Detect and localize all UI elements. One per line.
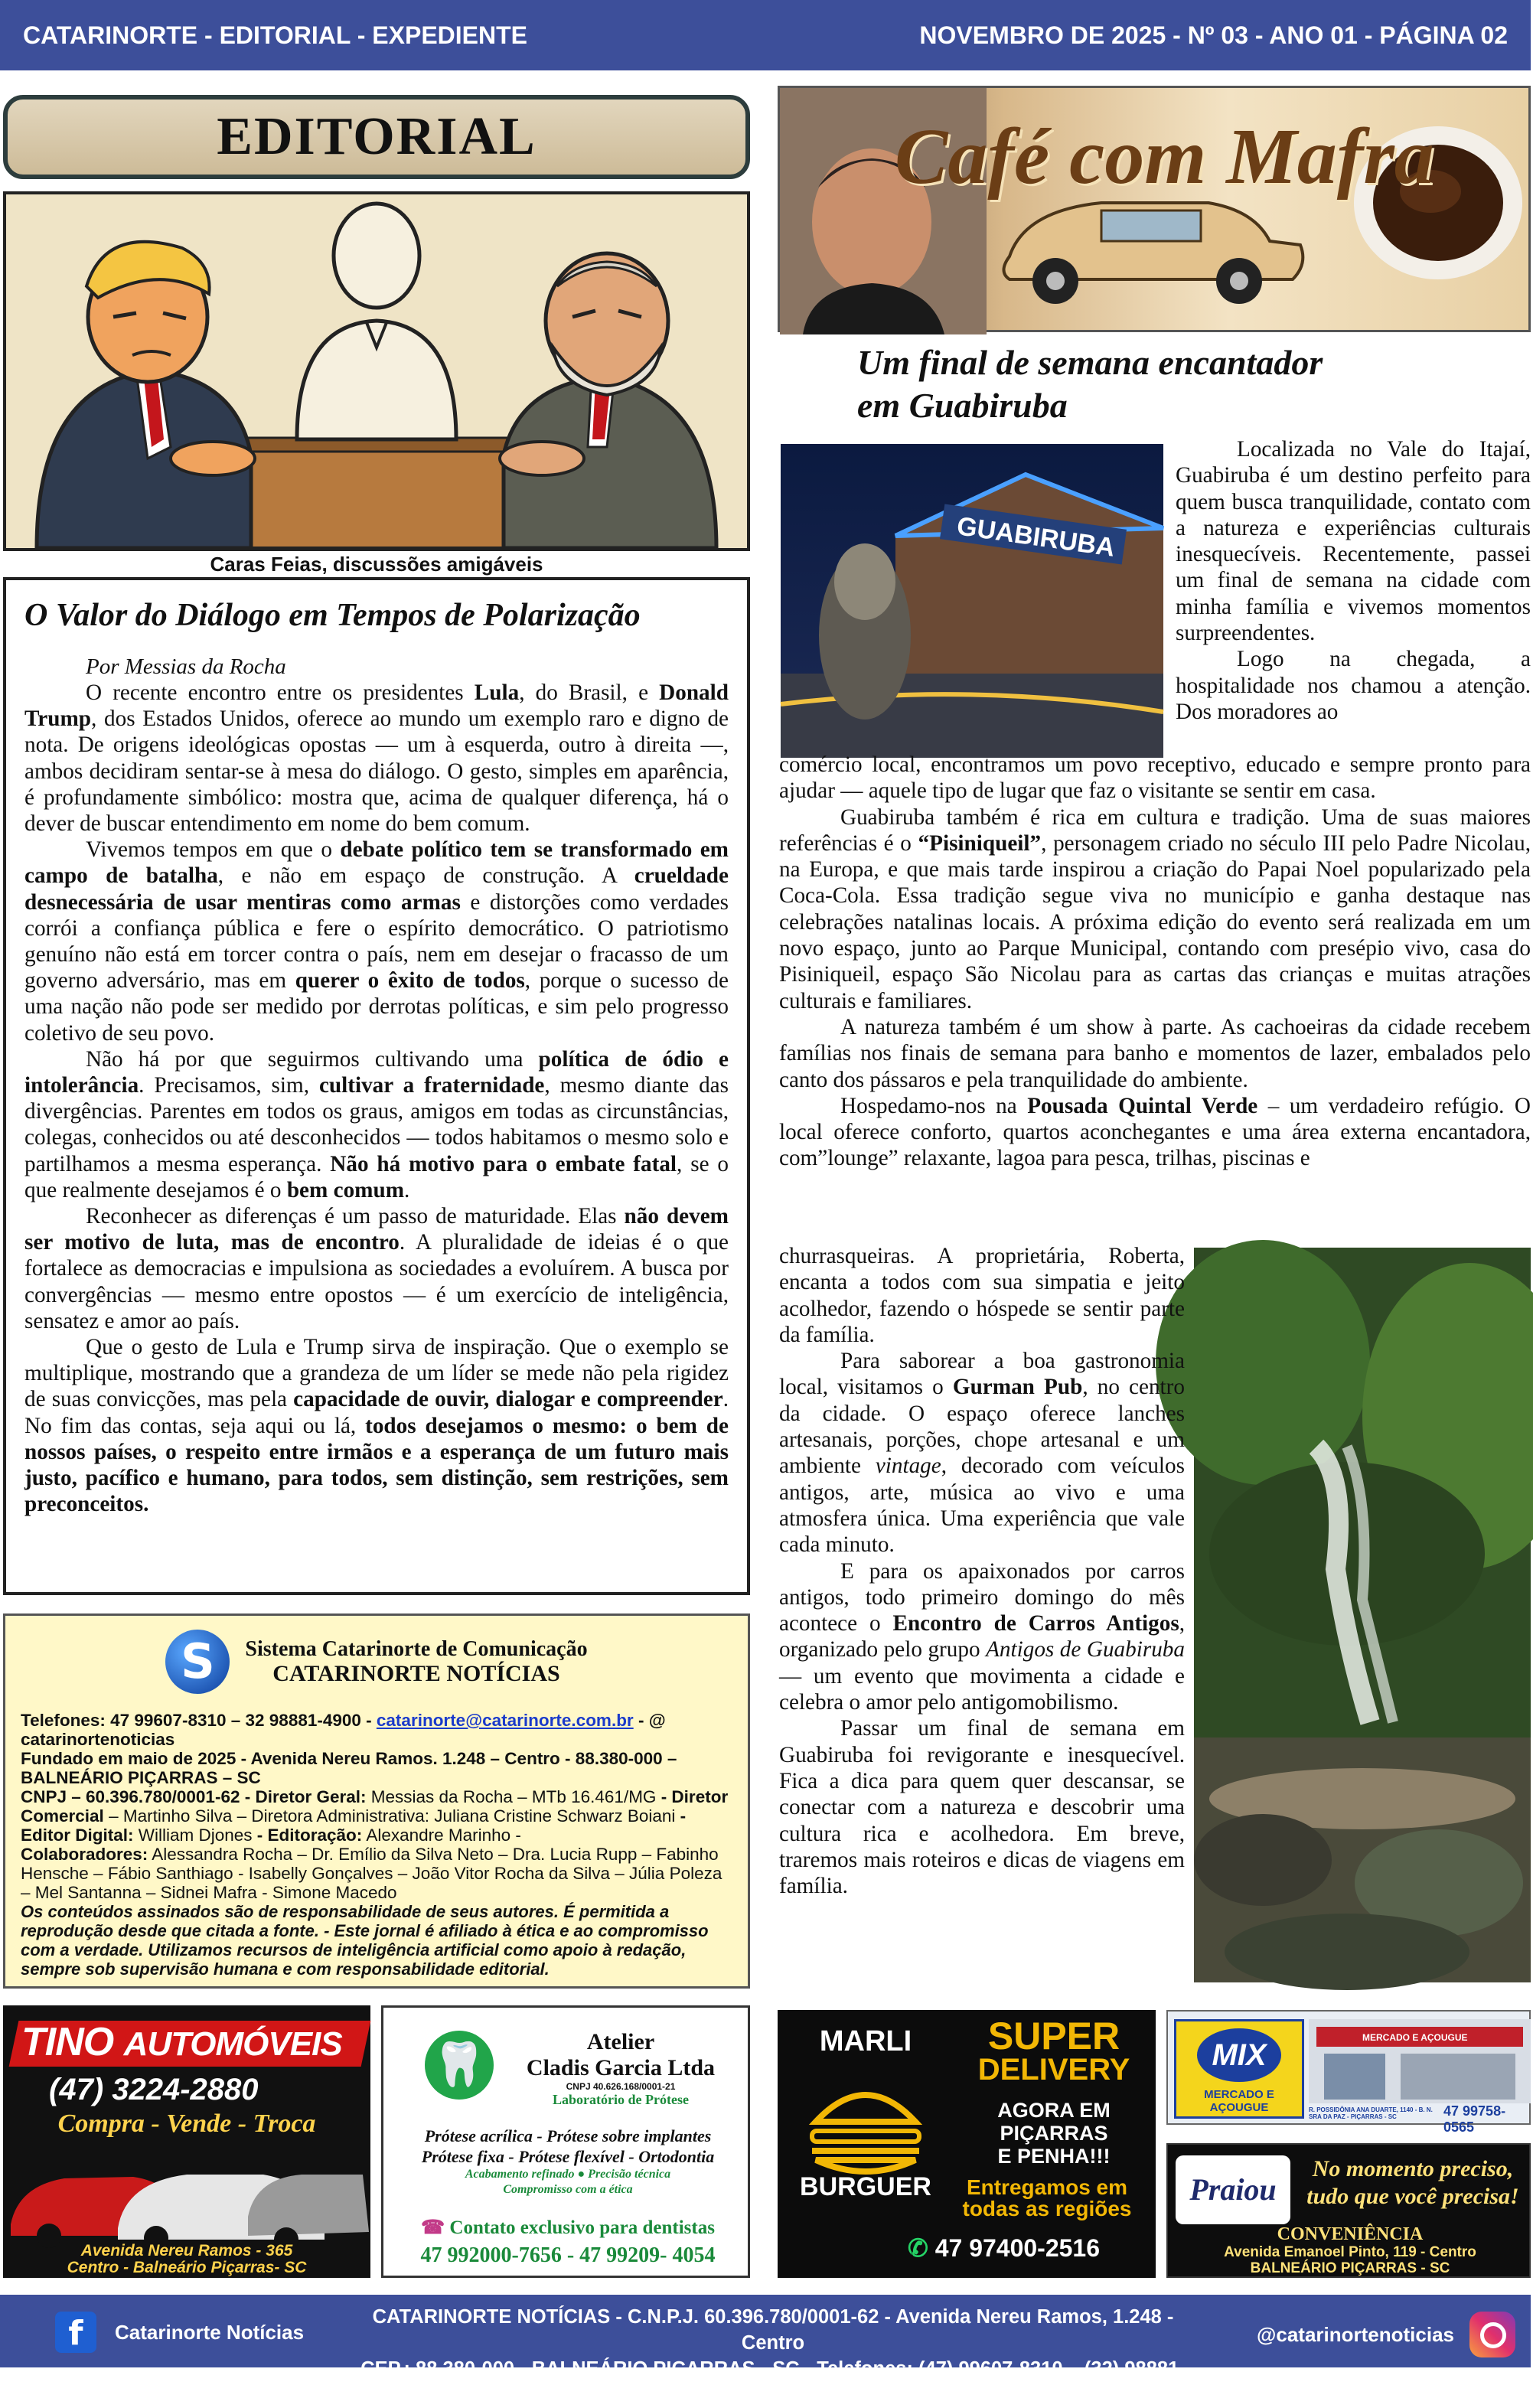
tino-name-2: AUTOMÓVEIS — [123, 2025, 342, 2063]
top-header-bar — [0, 0, 1531, 70]
marli-l3: E PENHA!!! — [997, 2145, 1111, 2168]
praiou-slogan-1: No momento preciso, — [1312, 2156, 1514, 2181]
editorial-paragraph: Não há por que seguirmos cultivando uma política de ódio e intolerância. Precisamos, sim, cultivar a fraternidade, mesmo diante das divergências. Parentes em todos os graus, amigos em todas as circunstâncias, colegas, conhecidos ou até desconhecidos — todos habitamos o mesmo solo e partilhamos a mesma esperança. Não há motivo para o embate fatal, se o que realmente desejamos é o bem comum. — [24, 1046, 729, 1202]
atelier-exclusive: ☎ Contato exclusivo para dentistas — [421, 2217, 715, 2238]
mix-phone: 47 99758-0565 — [1443, 2103, 1506, 2135]
footer-facebook-label[interactable]: Catarinorte Notícias — [115, 2320, 305, 2344]
tino-phone: (47) 3224-2880 — [49, 2073, 259, 2106]
atelier-phones: 47 992000-7656 - 47 99209- 4054 — [420, 2243, 716, 2267]
cafe-com-mafra-title: Café com Mafra — [895, 113, 1434, 201]
header-section-label: CATARINORTE - EDITORIAL - EXPEDIENTE — [23, 21, 527, 49]
expediente-staff: CNPJ – 60.396.780/0001-62 - Diretor Geral: Messias da Rocha – MTb 16.461/MG - Diretor Comercial – Martinho Silva – Diretora Administrativa: Juliana Cristine Schwarz Boiani - Editor Digital: William Djones - Editoração: Alexandre Marinho - — [21, 1787, 729, 1845]
marli-l5: todas as regiões — [962, 2197, 1132, 2220]
atelier-quality-2: Compromisso com a ética — [503, 2183, 633, 2196]
expediente-collaborators: Colaboradores: Alessandra Rocha – Dr. Emílio da Silva Neto – Dra. Lucia Rupp – Fabinho Hensche – Fábio Santhiago - Isabelly Gonçalves – João Vitor Rocha da Silva – Júlia Poleza – Mel Santanna – Sidnei Mafra - Simone Macedo — [21, 1845, 722, 1902]
editorial-banner — [3, 95, 750, 179]
expediente-box: S Sistema Catarinorte de Comunicação CATARINORTE NOTÍCIAS Telefones: 47 99607-8310 – 32 98881-4900 - catarinorte@catarinorte.com.br - @ catarinortenoticias Fundado em maio de 2025 - Avenida Nereu Ramos. 1.248 – Centro - 88.380-000 – BALNEÁRIO PIÇARRAS – SC CNPJ – 60.396.780/0001-62 - Diretor Geral: Messias da Rocha – MTb 16.461/MG - Diretor Comercial – Martinho Silva – Diretora Administrativa: Juliana Cristine Schwarz Boiani - Editor Digital: William Djones - Editoração: Alexandre Marinho - Colaboradores: Alessandra Rocha – Dr. Emílio da Silva Neto – Dra. Lucia Rupp – Fabinho Hensche – Fábio Santhiago - Isabelly Gonçalves – João Vitor Rocha da Silva – Júlia Poleza – Mel Santanna – Sidnei Mafra - Simone Macedo Os conteúdos assinados são de responsabilidade de seus autores. É permitida a reprodução desde que citada a fonte. - Este jornal é afiliado à ética e ao compromisso com a verdade. Utilizamos recursos de inteligência artificial como apoio à redação, sempre sob supervisão humana e com responsabilidade editorial. — [3, 1613, 750, 1989]
facebook-icon[interactable]: f — [55, 2312, 96, 2353]
editorial-paragraph: O recente encontro entre os presidentes Lula, do Brasil, e Donald Trump, dos Estados Unidos, oferece ao mundo um exemplo raro e digno de nota. De origens ideológicas opostas — um à esquerda, outro à direita —, ambos decidiram sentar-se à mesa do diálogo. O gesto, simples em aparência, é profundamente simbólico: mostra que, acima de qualquer diferença, há o dever de buscar entendimento em nome do bem comum. — [24, 680, 729, 837]
ad-marli-burguer[interactable] — [778, 2010, 1156, 2278]
waterfall-photo — [1194, 1248, 1531, 1982]
guabiruba-portal-photo — [781, 444, 1163, 758]
expediente-email-link[interactable]: catarinorte@catarinorte.com.br — [376, 1711, 634, 1730]
whatsapp-icon: ✆ — [908, 2234, 935, 2262]
ad-praiou-conveniencia[interactable] — [1166, 2143, 1531, 2278]
ad-atelier-cladis[interactable] — [381, 2005, 750, 2278]
header-issue-info: NOVEMBRO DE 2025 - Nº 03 - ANO 01 - PÁGINA 02 — [919, 21, 1508, 49]
editorial-banner-title: EDITORIAL — [217, 107, 537, 166]
editorial-article — [3, 577, 750, 1595]
mix-store-photo — [1309, 2019, 1531, 2103]
tino-name: TINO — [21, 2020, 114, 2064]
marli-top: MARLI — [819, 2025, 912, 2057]
burger-icon — [778, 2068, 954, 2183]
tino-slogan: Compra - Vende - Troca — [57, 2109, 316, 2138]
catarinorte-logo-icon: S — [165, 1630, 230, 1694]
instagram-icon[interactable] — [1469, 2312, 1515, 2357]
tino-address-1: Avenida Nereu Ramos - 365 — [80, 2242, 293, 2260]
atelier-lab: Laboratório de Prótese — [553, 2092, 689, 2107]
editorial-author: Por Messias da Rocha — [86, 654, 286, 679]
atelier-cnpj: CNPJ 40.626.168/0001-21 — [566, 2081, 676, 2092]
ad-tino-automoveis[interactable] — [3, 2005, 370, 2278]
portal-sign-text: GUABIRUBA — [954, 511, 1117, 563]
praiou-conv: CONVENIÊNCIA — [1277, 2224, 1424, 2244]
mix-address: R. POSSIDÔNIA ANA DUARTE, 1140 - B. N. SRA DA PAZ - PIÇARRAS - SC — [1309, 2106, 1433, 2120]
atelier-line-2: Cladis Garcia Ltda — [526, 2055, 716, 2080]
mix-logo: MIX — [1197, 2028, 1281, 2082]
editorial-cartoon — [3, 191, 750, 551]
tino-cars-icon — [3, 2140, 370, 2247]
atelier-services-1: Prótese acrílica - Prótese sobre implantes — [424, 2126, 712, 2145]
tino-address-2: Centro - Balneário Piçarras- SC — [67, 2259, 307, 2276]
mix-subtitle: MERCADO E AÇOUGUE — [1204, 2088, 1274, 2114]
cartoon-caption: Caras Feias, discussões amigáveis — [210, 553, 543, 576]
praiou-logo: Praiou — [1176, 2155, 1290, 2224]
marli-bottom: BURGUER — [800, 2172, 931, 2201]
cafe-com-mafra-banner — [778, 86, 1531, 332]
expediente-paper-name: CATARINORTE NOTÍCIAS — [272, 1661, 560, 1686]
cartoon-illustration — [6, 194, 747, 548]
editorial-paragraph: Que o gesto de Lula e Trump sirva de inspiração. Que o exemplo se multiplique, mostrando que a grandeza de um líder se mede não pela rigidez de suas convicções, mas pela capacidade de ouvir, dialogar e compreender. No fim das contas, seja aqui ou lá, todos desejamos o mesmo: o bem de nossos países, o respeito entre irmãos e a esperança de um futuro mais justo, pacífico e humano, para todos, sem distinção, sem restrições, sem preconceitos. — [24, 1335, 729, 1517]
footer-bar — [0, 2295, 1531, 2406]
editorial-paragraph: Vivemos tempos em que o debate político tem se transformado em campo de batalha, e não em espaço de construção. A crueldade desnecessária de usar mentiras como armas e distorções como verdades corrói a confiança pública e fere o espírito democrático. O patriotismo genuíno não está em torcer contra o país, nem em desejar o fracasso de um governo adversário, mas em querer o êxito de todos, porque o sucesso de uma nação não pode ser medido por derrotas políticas, e sim pelo progresso coletivo de seu povo. — [24, 837, 729, 1046]
expediente-header — [21, 1630, 732, 1694]
marli-delivery: DELIVERY — [977, 2053, 1130, 2087]
editorial-paragraph: Reconhecer as diferenças é um passo de maturidade. Elas não devem ser motivo de luta, mas de encontro. A pluralidade de ideias é o que fortalece as democracias e impulsiona as sociedades a evoluírem. A busca por convergências — mesmo entre opostos — é um exercício de inteligência, sensatez e amor ao país. — [24, 1204, 729, 1333]
footer-info-1: CATARINORTE NOTÍCIAS - C.N.P.J. 60.396.780/0001-62 - Avenida Nereu Ramos, 1.248 - Centro — [372, 2306, 1174, 2354]
footer-instagram-label[interactable]: @catarinortenoticias — [1257, 2322, 1454, 2346]
mix-store-sign: MERCADO E AÇOUGUE — [1362, 2032, 1468, 2043]
marli-phone: ✆ 47 97400-2516 — [908, 2234, 1101, 2262]
marli-l4: Entregamos em — [966, 2175, 1128, 2199]
atelier-line-1: Atelier — [586, 2029, 655, 2054]
atelier-quality-1: Acabamento refinado ● Precisão técnica — [465, 2168, 671, 2181]
marli-super: SUPER — [987, 2015, 1120, 2057]
atelier-services-2: Prótese fixa - Prótese flexível - Ortodontia — [421, 2147, 715, 2166]
praiou-address-2: BALNEÁRIO PIÇARRAS - SC — [1250, 2260, 1450, 2276]
marli-l1: AGORA EM — [997, 2099, 1111, 2122]
praiou-slogan-2: tudo que você precisa! — [1306, 2184, 1519, 2209]
phone-icon: ☎ — [421, 2217, 450, 2238]
cafe-article-title: Um final de semana encantador em Guabiruba — [857, 343, 1323, 425]
tooth-icon: 🦷 — [425, 2031, 494, 2100]
ad-mix-mercado[interactable] — [1166, 2010, 1531, 2135]
editorial-title: O Valor do Diálogo em Tempos de Polarização — [24, 598, 641, 633]
praiou-address-1: Avenida Emanoel Pinto, 119 - Centro — [1224, 2244, 1476, 2260]
expediente-founded: Fundado em maio de 2025 - Avenida Nereu Ramos. 1.248 – Centro - 88.380-000 – BALNEÁRIO PIÇARRAS – SC — [21, 1749, 677, 1787]
expediente-disclaimer: Os conteúdos assinados são de responsabilidade de seus autores. É permitida a reprodução desde que citada a fonte. - Este jornal é afiliado à ética e ao compromisso com a verdade. Utilizamos recursos de inteligência artificial como apoio à redação, sempre sob supervisão humana e com responsabilidade editorial. — [21, 1902, 709, 1979]
cafe-article-col-top: Localizada no Vale do Itajaí, Guabiruba é um destino perfeito para quem busca tranquilidade, contato com a natureza e experiências culturais inesquecíveis. Recentemente, passei um final de semana na cidade com minha família e vivemos momentos surpreendentes. Logo na chegada, a hospitalidade nos chamou a atenção. Dos moradores ao — [1176, 437, 1531, 724]
marli-l2: PIÇARRAS — [1000, 2122, 1108, 2145]
footer-info-2: CEP.: 88.380-000 - BALNEÁRIO PICARRAS - SC - Telefones: (47) 99607-8310 – (32) 98881-4900 — [360, 2358, 1186, 2406]
cafe-article-col-bottom: churrasqueiras. A proprietária, Roberta, encanta a todos com sua simpatia e jeito acolhedor, fazendo o hóspede se sentir parte da família. Para saborear a boa gastronomia local, visitamos o Gurman Pub, no centro da cidade. O espaço oferece lanches artesanais, porções, chope artesanal e um ambiente vintage, decorado com veículos antigos, arte, música ao vivo e uma atmosfera única. Uma experiência que vale cada minuto. E para os apaixonados por carros antigos, todo primeiro domingo do mês acontece o Encontro de Carros Antigos, organizado pelo grupo Antigos de Guabiruba — um evento que movimenta a cidade e celebra o amor pelo antigomobilismo. Passar um final de semana em Guabiruba foi revigorante e inesquecível. Fica a dica para quem quer descansar, se conectar com a natureza e descobrir uma cultura rica e acolhedora. Em breve, traremos mais roteiros e dicas de viagens em família. — [779, 1244, 1185, 1899]
expediente-system-name: Sistema Catarinorte de Comunicação — [245, 1637, 588, 1661]
cafe-article-col-full: comércio local, encontramos um povo receptivo, educado e sempre pronto para ajudar — aquele tipo de lugar que faz o visitante se sentir em casa. Guabiruba também é rica em cultura e tradição. Uma de suas maiores referências é o “Pisiniqueil”, personagem criado no século III pelo Padre Nicolau, na Europa, e que mais tarde inspirou a criação do Papai Noel popularizado pela Coca-Cola. Essa tradição segue viva no município e ganha destaque nas celebrações natalinas locais. A próxima edição do evento será realizada em um novo espaço, junto ao Parque Municipal, contando com presépio vivo, casa do Pisiniqueil, espaço São Nicolau para as cartas das crianças e muitas atrações culturais e familiares. A natureza também é um show à parte. As cachoeiras da cidade recebem famílias nos finais de semana para banho e momentos de lazer, embalados pelo canto dos pássaros e pela tranquilidade do ambiente. Hospedamo-nos na Pousada Quintal Verde – um verdadeiro refúgio. O local oferece conforto, quartos aconchegantes e uma área externa encantadora, com”lounge” relaxante, lagoa para pesca, trilhas, piscinas e — [779, 752, 1531, 1171]
